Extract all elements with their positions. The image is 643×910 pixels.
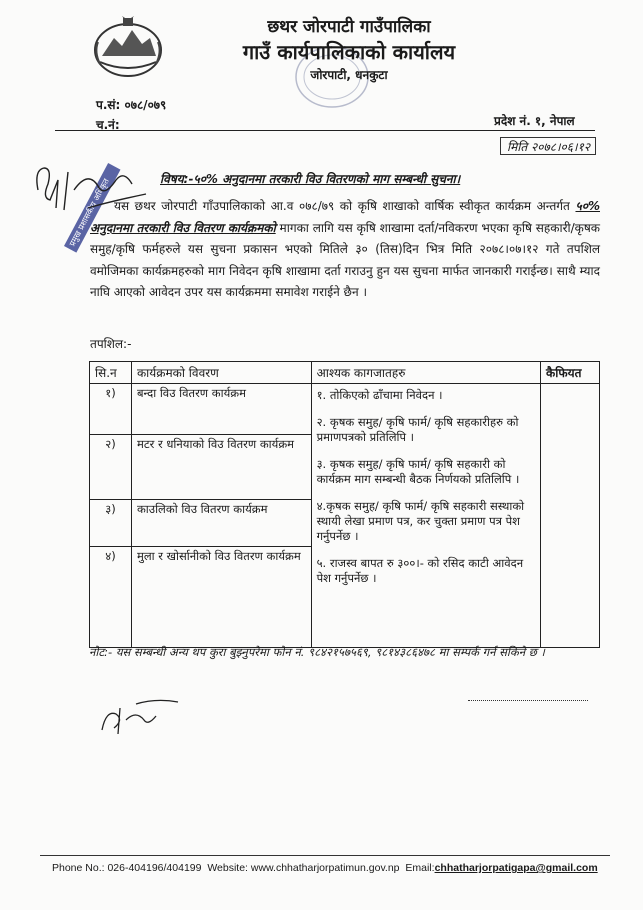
header-sn: सि.न	[90, 362, 132, 384]
contact-note: नोट:- यस सम्बन्धी अन्य थप कुरा बुझ्नुपरेमा फोन नं. ९८४२१५७५६९, ९८१४३८६४७८ मा सम्पर्क गर्न सकिने छ ।	[89, 645, 545, 659]
row-sn: १)	[90, 384, 132, 435]
program-table	[89, 361, 600, 648]
document-item: ५. राजस्व बापत रु ३००।- को रसिद काटी आवेदन पेश गर्नुपर्नेछ ।	[316, 556, 524, 585]
document-item: ४.कृषक समुह/ कृषि फार्म/ कृषि सहकारी सस्थाको स्थायी लेखा प्रमाण पत्र, कर चुक्ता प्रमाण पत्र पेश गर्नुपर्नेछ ।	[316, 499, 525, 543]
dispatch-number: च.नं:	[96, 118, 120, 132]
header-documents: आश्यक कागजातहरु	[311, 362, 540, 384]
notice-date: मिति २०७८।०६।१२	[500, 137, 596, 155]
row-program: मुला र खोर्सानीको विउ वितरण कार्यक्रम	[131, 547, 311, 648]
reference-number: प.सं: ०७८/०७९	[96, 98, 167, 112]
table-header-row	[90, 362, 600, 384]
header-divider	[55, 130, 595, 131]
details-label: तपशिल:-	[90, 337, 132, 351]
document-item: १. तोकिएको ढाँचामा निवेदन ।	[316, 388, 443, 402]
documents-cell	[311, 384, 540, 648]
row-program: काउलिको विउ वितरण कार्यक्रम	[131, 500, 311, 547]
header-remarks: कैफियत	[541, 362, 600, 384]
row-program: मटर र धनियाको विउ वितरण कार्यक्रम	[131, 435, 311, 500]
footer-phone: Phone No.: 026-404196/404199	[52, 862, 202, 874]
office-name: छथर जोरपाटी गाउँपालिका	[267, 17, 431, 37]
officer-signature	[96, 690, 186, 740]
row-sn: ३)	[90, 500, 132, 547]
notice-subject: विषय:-५०% अनुदानमा तरकारी विउ वितरणको माग सम्बन्धी सुचना।	[160, 172, 461, 186]
document-item: ३. कृषक समुह/ कृषि फार्म/ कृषि सहकारी को कार्यक्रम माग सम्बन्धी बैठक निर्णयको प्रतिलिपि ।	[316, 457, 520, 486]
header-program: कार्यक्रमको विवरण	[131, 362, 311, 384]
office-title: गाउँ कार्यपालिकाको कार्यालय	[242, 40, 456, 64]
notice-body	[90, 196, 600, 304]
footer-divider	[40, 855, 610, 856]
table-row	[90, 384, 600, 435]
row-sn: २)	[90, 435, 132, 500]
document-item: २. कृषक समुह/ कृषि फार्म/ कृषि सहकारीहरु को प्रमाणपत्रको प्रतिलिपि ।	[316, 415, 519, 444]
footer-website[interactable]: Website: www.chhatharjorpatimun.gov.np	[207, 862, 400, 874]
province-label: प्रदेश नं. १, नेपाल	[494, 114, 575, 128]
signature-line	[468, 700, 588, 701]
received-stamp: प्रमुख प्रशासकीय अधिकृत	[64, 163, 120, 253]
body-part2: मागका लागि यस कृषि शाखामा दर्ता/नविकरण भएका कृषि सहकारी/कृषक समुह/कृषि फर्महरुले यस सुचना प्रकासन भएको मितिले ३० (तिस)दिन भित्र मिति २०७८।०७।१२ गते तपशिल वमोजिमका कार्यक्रमहरुको माग निवेदन कृषि शाखामा दर्ता गराउनु हुन यस सुचना मार्फत जानकारी गराईन्छ। साथै म्याद नाघि आएको आवेदन उपर यस कार्यक्रममा समावेश गराईने छैन ।	[90, 220, 600, 299]
body-part1: यस छथर जोरपाटी गाँउपालिकाको आ.व ०७८/७९ को कृषि शाखाको वार्षिक स्वीकृत कार्यक्रम अन्तर्गत	[114, 199, 576, 213]
body-emphasis: ५०% अनुदानमा तरकारी विउ वितरण कार्यक्रमको	[90, 199, 600, 235]
row-sn: ४)	[90, 547, 132, 648]
footer-email[interactable]: chhatharjorpatigapa@gmail.com	[434, 862, 598, 874]
footer-email-label: Email:	[405, 862, 435, 874]
remarks-cell	[541, 384, 600, 648]
footer-contact	[52, 862, 598, 874]
row-program: बन्दा विउ वितरण कार्यक्रम	[131, 384, 311, 435]
office-address: जोरपाटी, धनकुटा	[310, 68, 388, 82]
